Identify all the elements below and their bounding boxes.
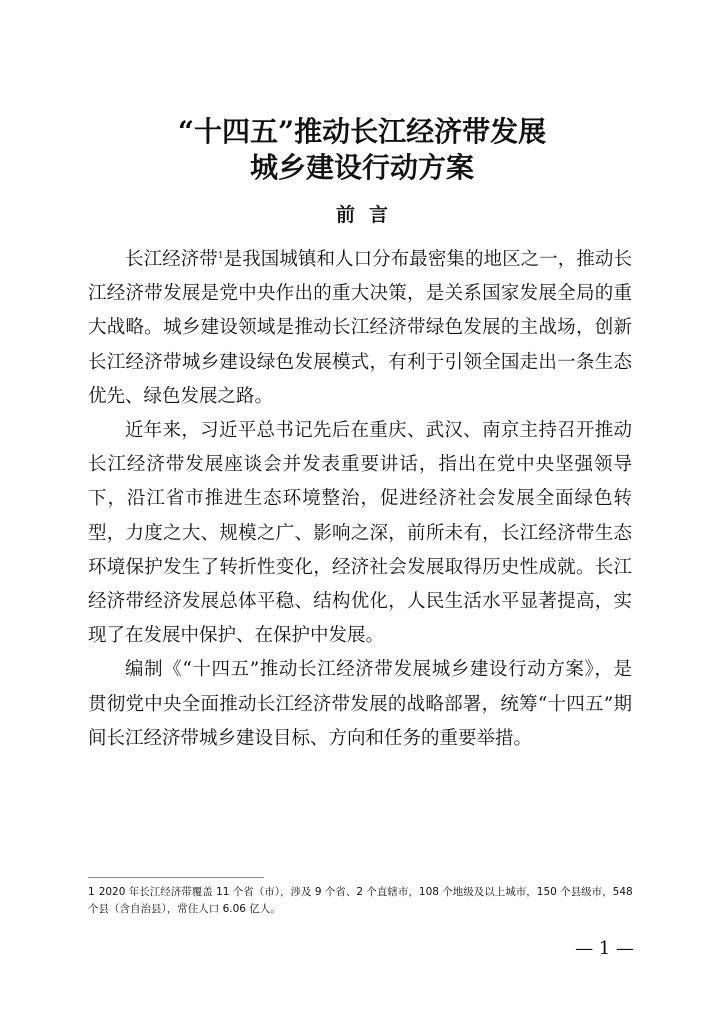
footnote-text: 2020 年长江经济带覆盖 11 个省（市），涉及 9 个省、2 个直辖市，108 个地级及以上城市，150 个县级市，548 个县（含自治县），常住人口 6.06 亿人。 — [88, 886, 633, 915]
footnote-reference[interactable]: 1 — [217, 250, 224, 261]
paragraph-1-text: 是我国城镇和人口分布最密集的地区之一，推动长江经济带发展是党中央作出的重大决策，是关系国家发展全局的重大战略。城乡建设领域是推动长江经济带绿色发展的主战场，创新长江经济带城乡建设绿色发展模式，有利于引领全国走出一条生态优先、绿色发展之路。 — [88, 249, 632, 407]
page-number: — 1 — — [575, 938, 634, 959]
paragraph-1-lead: 长江经济带 — [125, 249, 218, 270]
footnote — [88, 884, 636, 918]
document-title-line-2: 城乡建设行动方案 — [249, 151, 474, 184]
footnote-number: 1 — [88, 886, 95, 898]
footnote-divider — [88, 877, 264, 878]
document-body — [88, 243, 632, 756]
paragraph-3: 编制《“十四五”推动长江经济带发展城乡建设行动方案》，是贯彻党中央全面推动长江经济带发展的战略部署，统筹“十四五”期间长江经济带城乡建设目标、方向和任务的重要举措。 — [88, 659, 632, 749]
paragraph-1 — [88, 243, 632, 414]
document-title-line-1: “十四五”推动长江经济带发展 — [177, 115, 547, 148]
paragraph-2: 近年来，习近平总书记先后在重庆、武汉、南京主持召开推动长江经济带发展座谈会并发表重要讲话，指出在党中央坚强领导下，沿江省市推进生态环境整治，促进经济社会发展全面绿色转型，力度之大、规模之广、影响之深，前所未有，长江经济带生态环境保护发生了转折性变化，经济社会发展取得历史性成就。长江经济带经济发展总体平稳、结构优化，人民生活水平显著提高，实现了在发展中保护、在保护中发展。 — [88, 420, 632, 647]
section-heading: 前言 — [335, 204, 402, 226]
